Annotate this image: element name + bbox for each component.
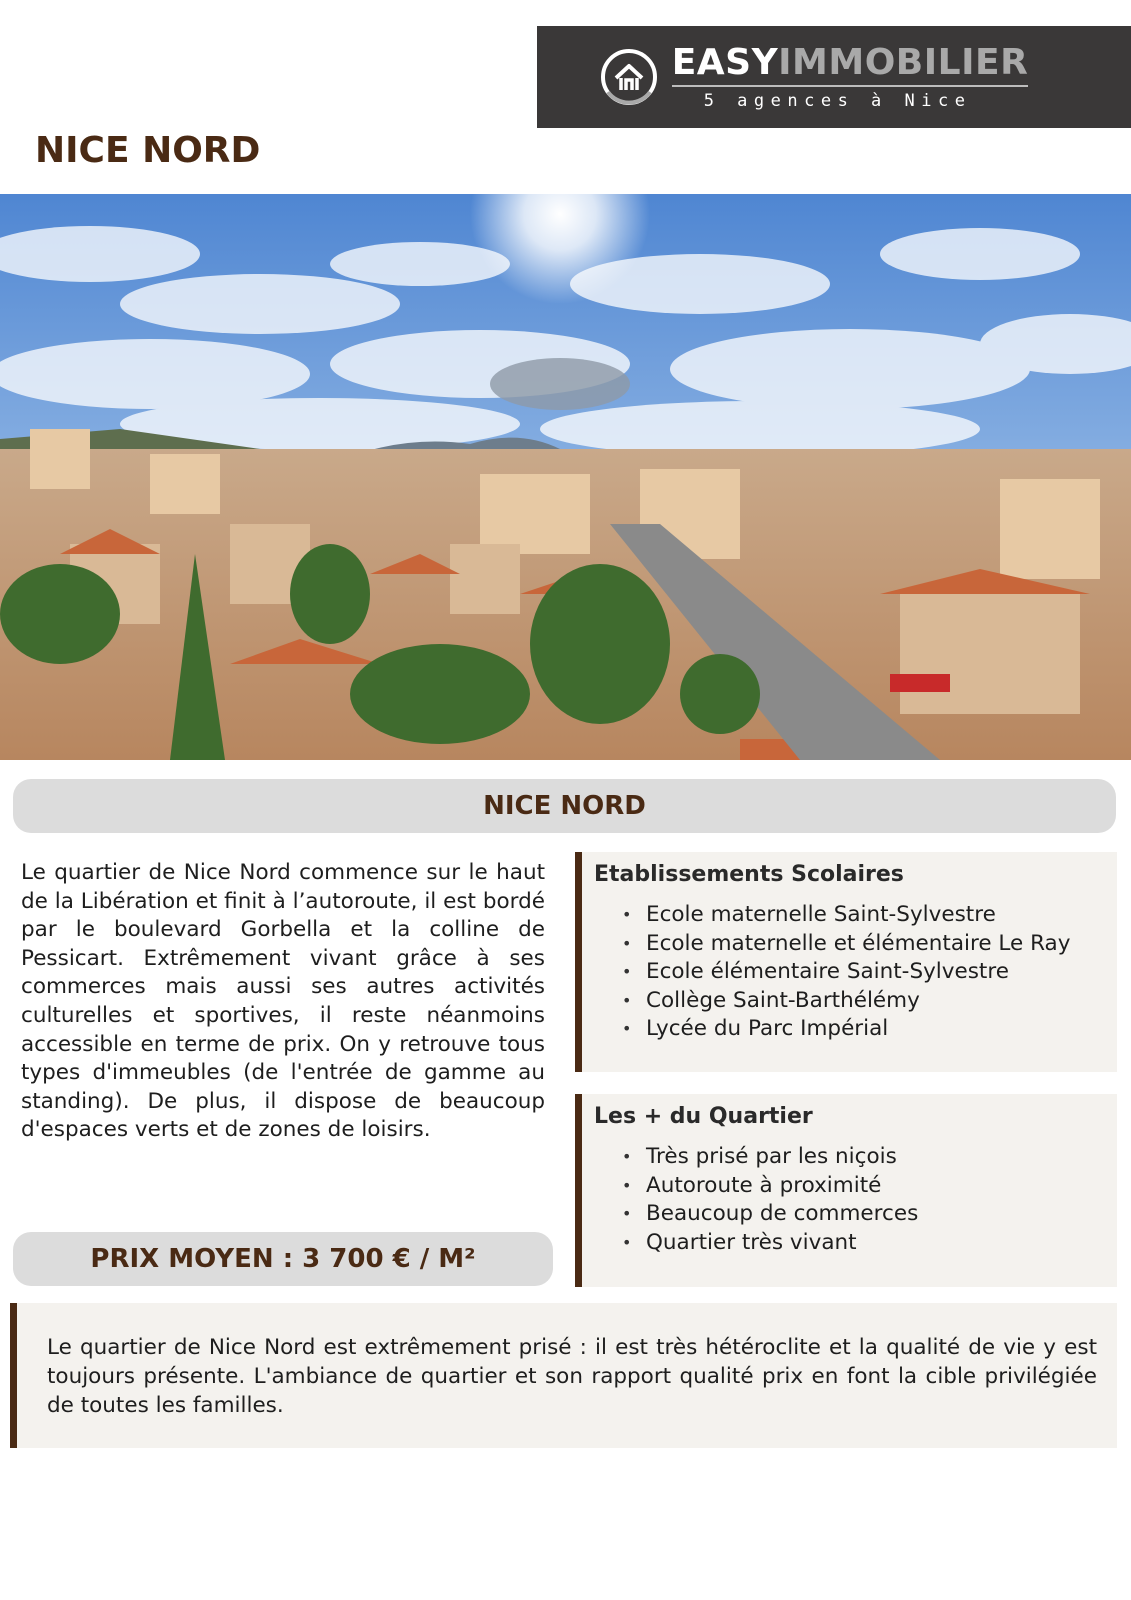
brand-tagline: 5 agences à Nice: [703, 90, 972, 111]
section-title-banner: [13, 779, 1116, 833]
schools-box: [575, 852, 1117, 1072]
schools-list: [594, 901, 1103, 1044]
schools-title: Etablissements Scolaires: [594, 862, 904, 887]
list-item: • Ecole maternelle et élémentaire Le Ray: [622, 930, 1103, 959]
brand-name-easy: EASY: [671, 41, 779, 83]
list-item: • Ecole maternelle Saint-Sylvestre: [622, 901, 1103, 930]
logo-bar: [537, 26, 1131, 128]
brand-logo[interactable]: [600, 41, 1029, 111]
list-item: • Beaucoup de commerces: [622, 1200, 1103, 1229]
section-title: NICE NORD: [483, 791, 646, 821]
page-title: NICE NORD: [35, 130, 261, 171]
summary-text: Le quartier de Nice Nord est extrêmement prisé : il est très hétéroclite et la qualité de vie y est toujours présente. L'ambiance de quartier et son rapport qualité prix en font la cible privilégiée de toutes les familles.: [47, 1335, 1097, 1418]
brand-name: [671, 41, 1029, 83]
list-item: • Collège Saint-Barthélémy: [622, 987, 1103, 1016]
price-banner: [13, 1232, 553, 1286]
list-item: • Autoroute à proximité: [622, 1172, 1103, 1201]
list-item: • Ecole élémentaire Saint-Sylvestre: [622, 958, 1103, 987]
pluses-title: Les + du Quartier: [594, 1104, 813, 1129]
brand-name-immobilier: IMMOBILIER: [778, 41, 1029, 83]
list-item: • Quartier très vivant: [622, 1229, 1103, 1258]
average-price: PRIX MOYEN : 3 700 € / M²: [90, 1244, 476, 1274]
neighborhood-pluses-box: [575, 1094, 1117, 1287]
neighborhood-description: Le quartier de Nice Nord commence sur le haut de la Libération et finit à l’autoroute, il est bordé par le boulevard Gorbella et la colline de Pessicart. Extrêmement vivant grâce à ses commerces mais aussi ses autres activités culturelles et sportives, il reste néanmoins accessible en terme de prix. On y retrouve tous types d'immeubles (de l'entrée de gamme au standing). De plus, il dispose de beaucoup d'espaces verts et de zones de loisirs.: [21, 860, 545, 1143]
city-panorama-photo: [0, 194, 1131, 760]
house-in-circle-icon: [600, 48, 658, 106]
list-item: • Très prisé par les niçois: [622, 1143, 1103, 1172]
pluses-list: [594, 1143, 1103, 1257]
brand-divider: [672, 85, 1029, 87]
summary-box: [10, 1303, 1117, 1448]
brand-wordmark: [671, 41, 1029, 111]
list-item: • Lycée du Parc Impérial: [622, 1015, 1103, 1044]
